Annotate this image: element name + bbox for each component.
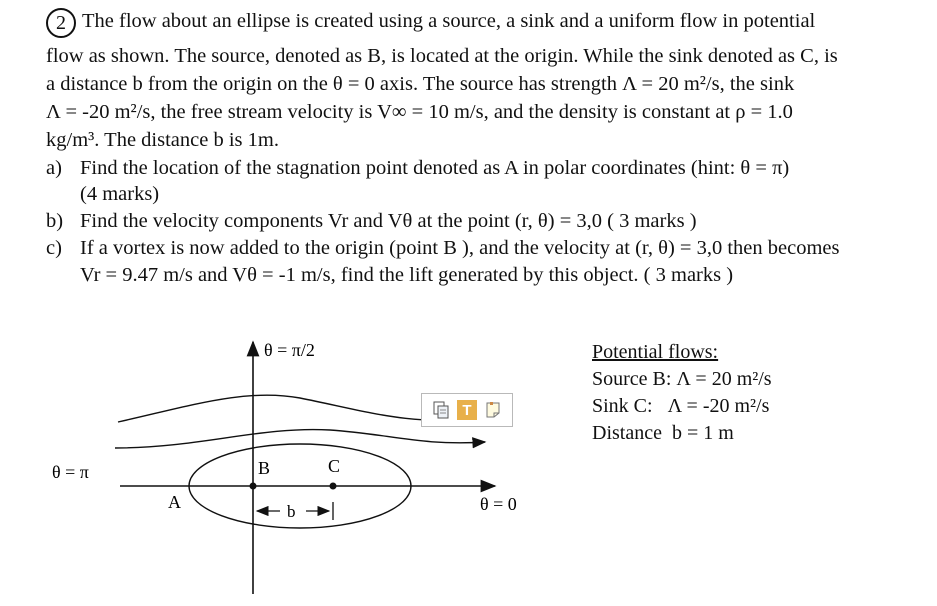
label-b-distance: b	[287, 502, 296, 521]
label-theta-left: θ = π	[52, 462, 89, 482]
label-theta-right: θ = 0	[480, 494, 517, 514]
label-theta-top: θ = π/2	[264, 340, 315, 360]
part-a-text: Find the location of the stagnation point denoted as A in polar coordinates (hint: θ = π)	[80, 157, 790, 179]
label-b-point: B	[258, 458, 271, 478]
intro-line-3: a distance b from the origin on the θ = 0 axis. The source has strength Λ = 20 m²/s, the sink	[46, 73, 795, 95]
text-icon-label: T	[462, 401, 472, 419]
label-a: A	[168, 492, 181, 512]
potential-flow-sink: Sink C: Λ = -20 m²/s	[592, 395, 770, 417]
point-c	[330, 483, 337, 490]
part-b-label: b)	[46, 210, 64, 232]
intro-line-5: kg/m³. The distance b is 1m.	[46, 129, 279, 151]
note-icon[interactable]	[483, 400, 503, 420]
potential-flow-distance: Distance b = 1 m	[592, 422, 734, 444]
part-c-label: c)	[46, 237, 62, 259]
part-a-label: a)	[46, 157, 62, 179]
intro-line-4: Λ = -20 m²/s, the free stream velocity is V∞ = 10 m/s, and the density is constant at ρ = 1.0	[46, 101, 793, 123]
part-a	[46, 156, 790, 180]
part-a-marks: (4 marks)	[80, 183, 160, 205]
streamline-middle	[115, 430, 485, 448]
intro-line-1: The flow about an ellipse is created using a source, a sink and a uniform flow in potential	[82, 10, 816, 32]
part-b	[46, 209, 697, 233]
part-c	[46, 236, 840, 260]
intro-line-2: flow as shown. The source, denoted as B, is located at the origin. While the sink denoted as C, is	[46, 45, 838, 67]
flow-diagram	[40, 326, 600, 606]
potential-flows-title: Potential flows:	[592, 341, 719, 363]
potential-flow-source: Source B: Λ = 20 m²/s	[592, 368, 772, 390]
text-icon[interactable]	[457, 400, 477, 420]
annotation-toolbar	[421, 393, 513, 427]
label-c-point: C	[328, 456, 341, 476]
part-b-text: Find the velocity components Vr and Vθ at the point (r, θ) = 3,0 ( 3 marks )	[80, 210, 697, 232]
problem-line-1	[46, 8, 815, 38]
question-number-badge: 2	[46, 8, 76, 38]
part-c-text: If a vortex is now added to the origin (point B ), and the velocity at (r, θ) = 3,0 then becomes	[80, 237, 840, 259]
part-c-line-2: Vr = 9.47 m/s and Vθ = -1 m/s, find the lift generated by this object. ( 3 marks )	[80, 264, 734, 286]
point-b	[250, 483, 257, 490]
copy-icon[interactable]	[431, 400, 451, 420]
